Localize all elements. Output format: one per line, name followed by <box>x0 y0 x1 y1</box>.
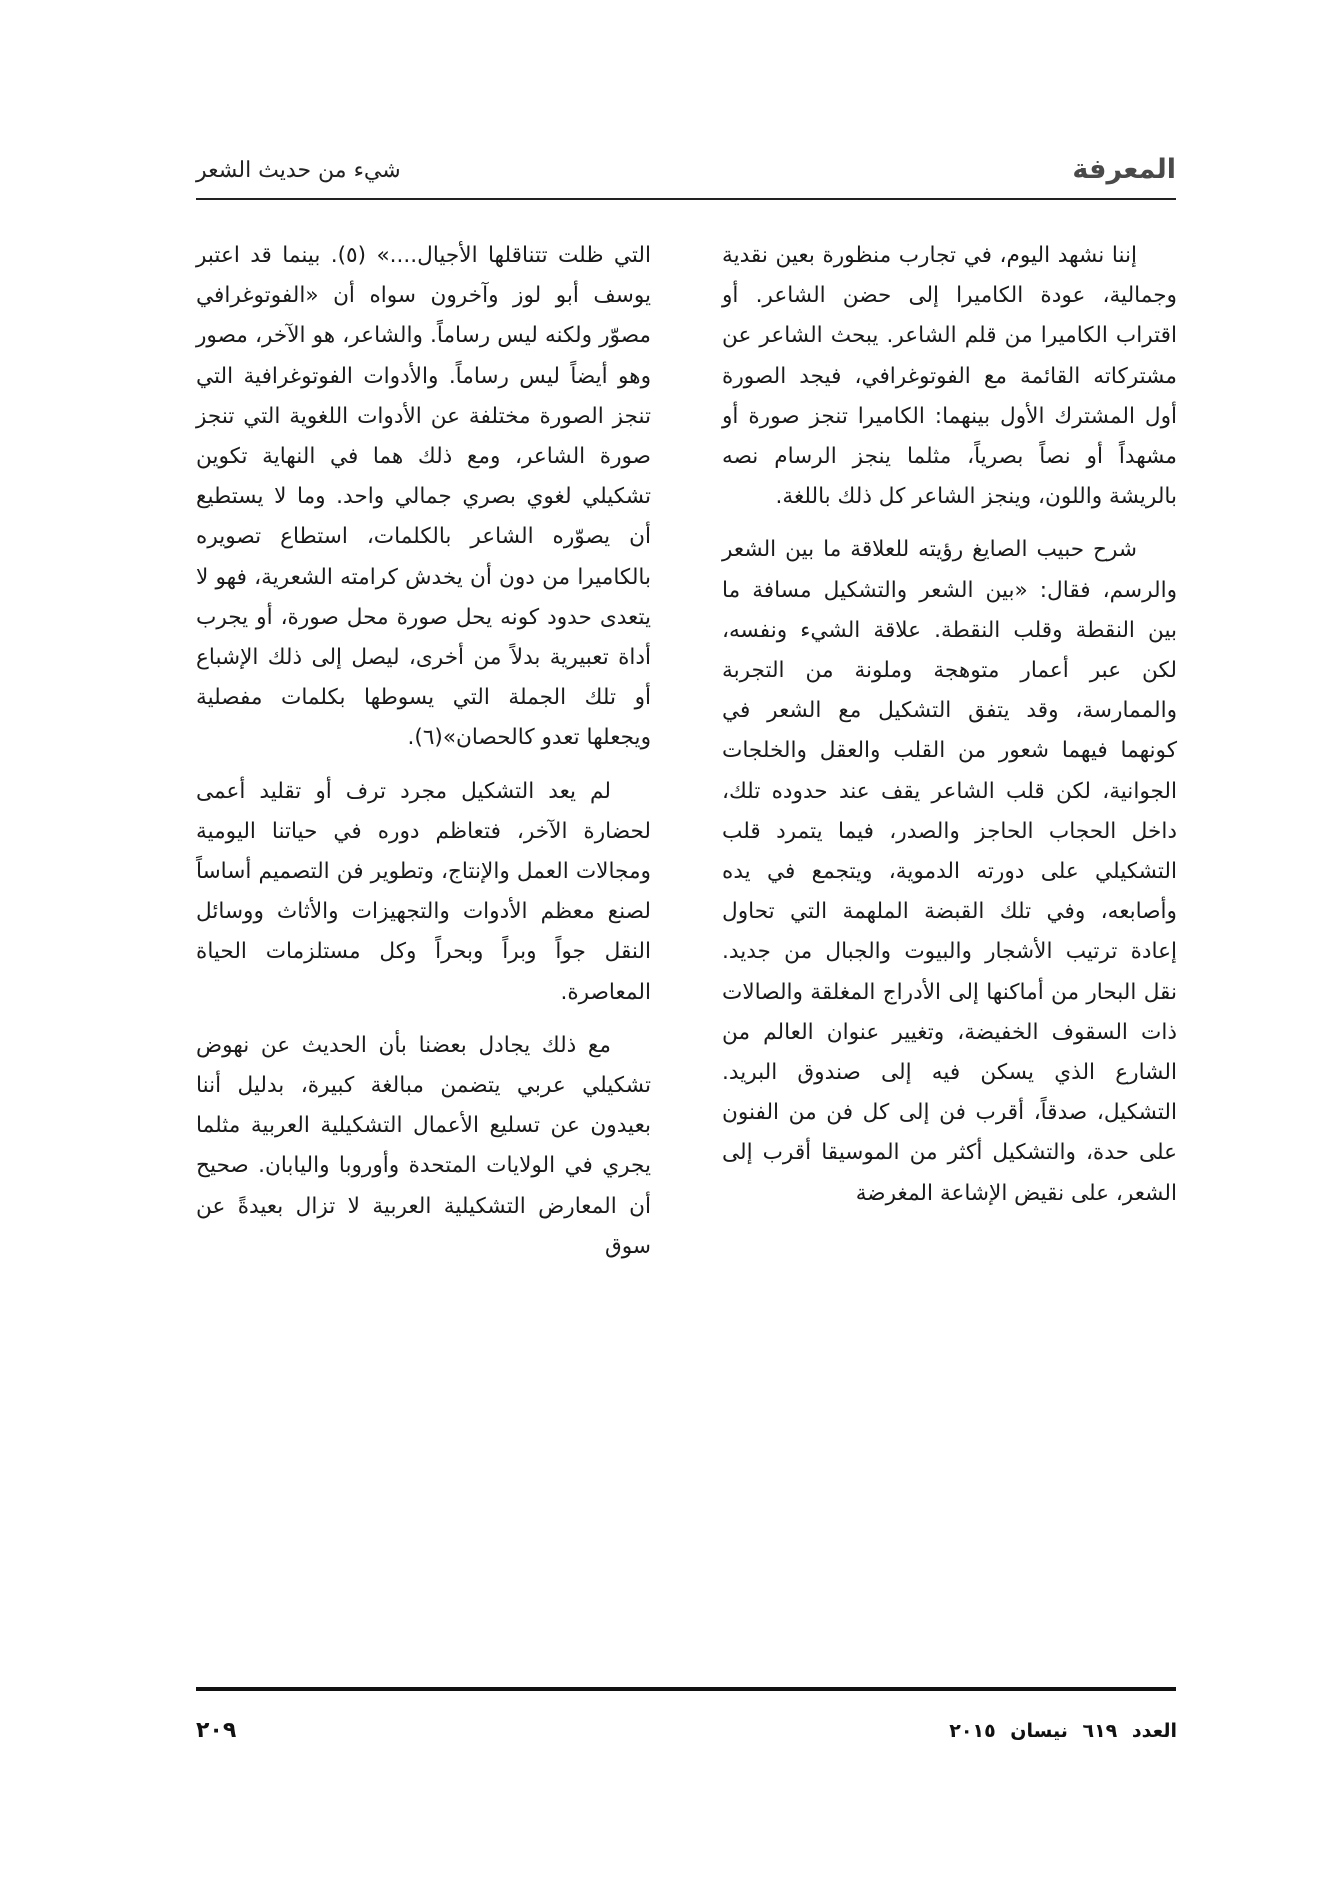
footer-rule <box>196 1687 1176 1691</box>
paragraph: التي ظلت تتناقلها الأجيال....» (٥). بينما قد اعتبر يوسف أبو لوز وآخرون سواه أن «الفوتوغرافي مصوّر ولكنه ليس رساماً. والشاعر، هو الآخر، مصور وهو أيضاً ليس رساماً. والأدوات الفوتوغرافية التي تنجز الصورة مختلفة عن الأدوات اللغوية التي تنجز صورة الشاعر، ومع ذلك هما في النهاية تكوين تشكيلي لغوي بصري جمالي واحد. وما لا يستطيع أن يصوّره الشاعر بالكلمات، استطاع تصويره بالكاميرا من دون أن يخدش كرامته الشعرية، فهو لا يتعدى حدود كونه يحل صورة محل صورة، أو يجرب أداة تعبيرية بدلاً من أخرى، ليصل إلى ذلك الإشباع أو تلك الجملة التي يسوطها بكلمات مفصلية ويجعلها تعدو كالحصان»(٦). <box>196 243 651 751</box>
paragraph: لم يعد التشكيل مجرد ترف أو تقليد أعمى لحضارة الآخر، فتعاظم دوره في حياتنا اليومية ومجالات العمل والإنتاج، وتطوير فن التصميم أساساً لصنع معظم الأدوات والتجهيزات والأثاث ووسائل النقل جواً وبراً وبحراً وكل مستلزمات الحياة المعاصرة. <box>196 778 651 1005</box>
paragraph: شرح حبيب الصايغ رؤيته للعلاقة ما بين الشعر والرسم، فقال: «بين الشعر والتشكيل مسافة ما بين النقطة وقلب النقطة. علاقة الشيء ونفسه، لكن عبر أعمار متوهجة وملونة من التجربة والممارسة، وقد يتفق التشكيل مع الشعر في كونهما فيهما شعور من القلب والعقل والخلجات الجوانية، لكن قلب الشاعر يقف عند حدوده تلك، داخل الحجاب الحاجز والصدر، فيما يتمرد قلب التشكيلي على دورته الدموية، ويتجمع في يده وأصابعه، وفي تلك القبضة الملهمة التي تحاول إعادة ترتيب الأشجار والبيوت والجبال من جديد. نقل البحار من أماكنها إلى الأدراج المغلقة والصالات ذات السقوف الخفيضة، وتغيير عنوان العالم من الشارع الذي يسكن فيه إلى صندوق البريد. التشكيل، صدقاً، أقرب فن إلى كل فن من الفنون على حدة، والتشكيل أكثر من الموسيقا أقرب إلى الشعر، على نقيض الإشاعة المغرضة <box>722 537 1177 1206</box>
page-number: ٢٠٩ <box>196 1718 237 1743</box>
paragraph: مع ذلك يجادل بعضنا بأن الحديث عن نهوض تشكيلي عربي يتضمن مبالغة كبيرة، بدليل أننا بعيدون عن تسليع الأعمال التشكيلية العربية مثلما يجري في الولايات المتحدة وأوروبا واليابان. صحيح أن المعارض التشكيلية العربية لا تزال بعيدةً عن سوق <box>196 1032 651 1259</box>
issue-info: العدد ٦١٩ نيسان ٢٠١٥ <box>949 1720 1177 1742</box>
running-title: شيء من حديث الشعر <box>196 158 401 183</box>
header-rule <box>196 198 1176 200</box>
paragraph: إننا نشهد اليوم، في تجارب منظورة بعين نقدية وجمالية، عودة الكاميرا إلى حضن الشاعر. أو اقتراب الكاميرا من قلم الشاعر. يبحث الشاعر عن مشتركاته القائمة مع الفوتوغرافي، فيجد الصورة أول المشترك الأول بينهما: الكاميرا تنجز صورة أو مشهداً أو نصاً بصرياً، مثلما ينجز الرسام نصه بالريشة واللون، وينجز الشاعر كل ذلك باللغة. <box>722 243 1177 510</box>
left-column <box>196 236 651 1280</box>
right-column <box>722 236 1177 1227</box>
magazine-logo: المعرفة <box>1072 154 1176 185</box>
page-header <box>196 150 1176 192</box>
